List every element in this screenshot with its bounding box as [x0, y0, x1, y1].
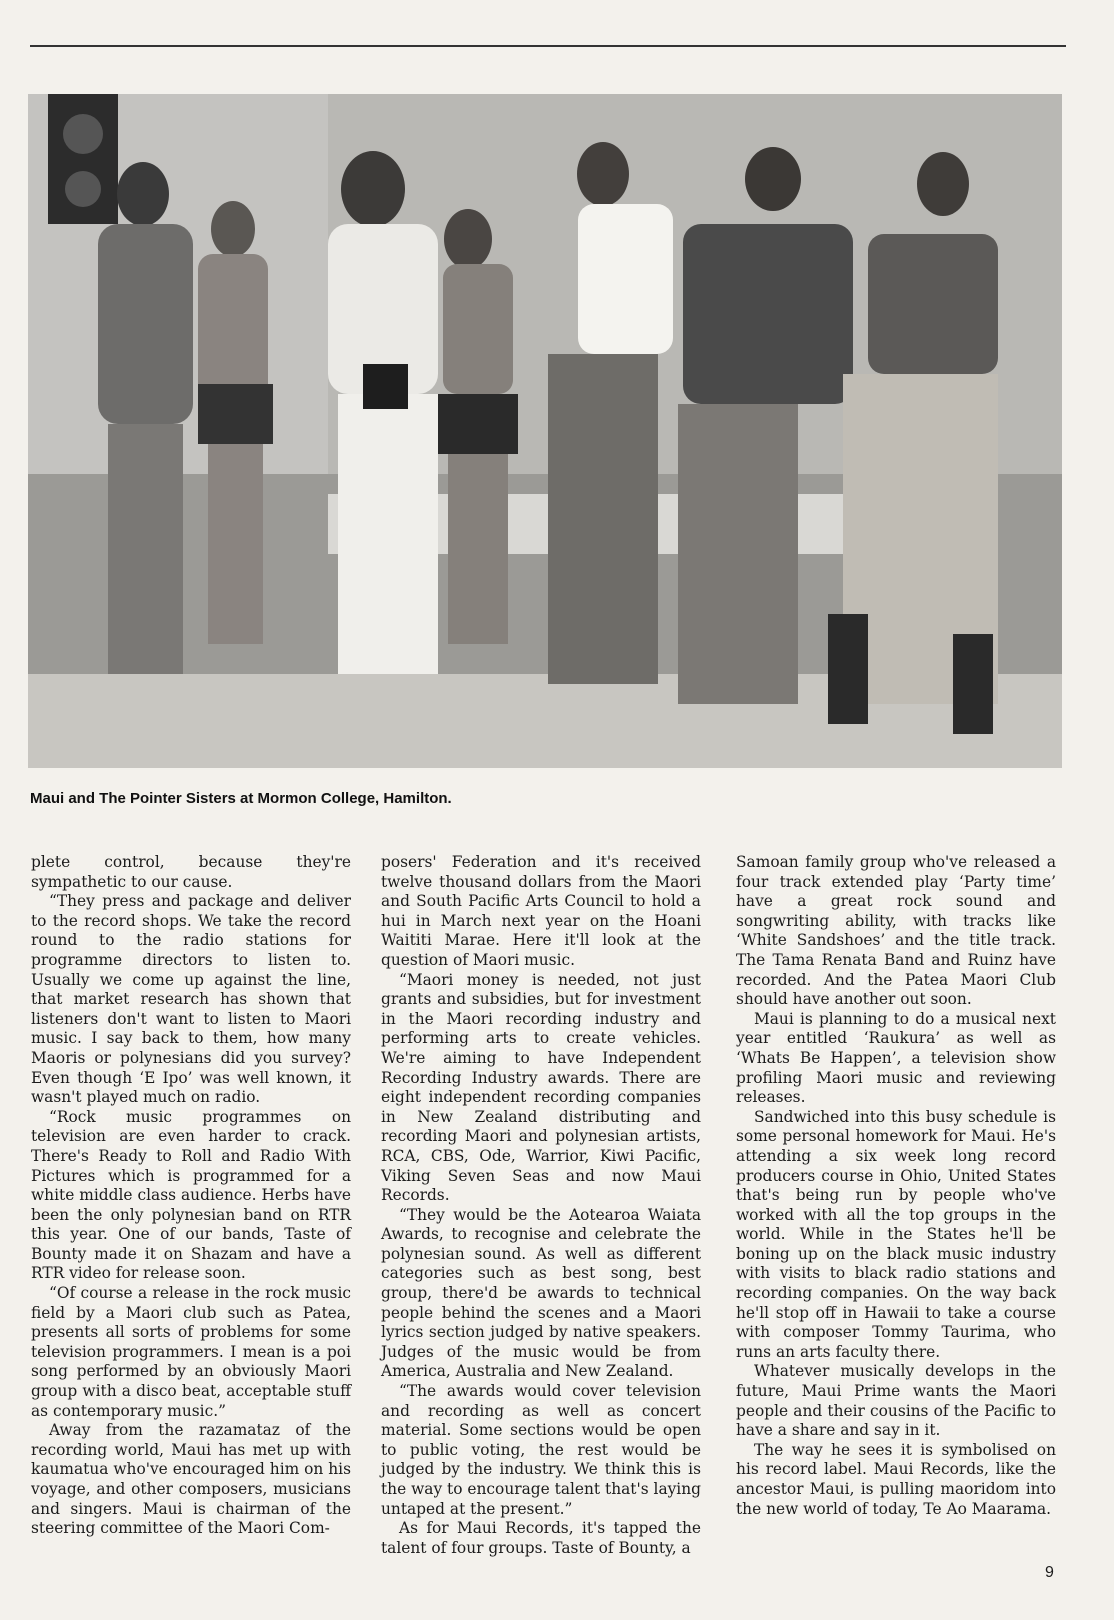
paragraph: Sandwiched into this busy schedule is some personal homework for Maui. He's attending a six week long record producers course in Ohio, United States that's being run by people who've worked with all the top groups in the world. While in the States he'll be boning up on the black music industry with visits to black radio stations and recording companies. On the way back he'll stop off in Hawaii to take a course with composer Tommy Taurima, who runs an arts faculty there.	[736, 1107, 1056, 1361]
paragraph: As for Maui Records, it's tapped the talent of four groups. Taste of Bounty, a	[381, 1519, 701, 1557]
article-column-2	[381, 853, 701, 1558]
photograph	[28, 94, 1062, 768]
paragraph: posers' Federation and it's received twelve thousand dollars from the Maori and South Pacific Arts Council to hold a hui in March next year on the Hoani Waititi Marae. Here it'll look at the question of Maori music.	[381, 853, 701, 969]
photo-caption: Maui and The Pointer Sisters at Mormon College, Hamilton.	[30, 790, 452, 807]
paragraph: Samoan family group who've released a four track extended play ‘Party time’ have a great rock sound and songwriting ability, with tracks like ‘White Sandshoes’ and the title track. The Tama Renata Band and Ruinz have recorded. And the Patea Maori Club should have another out soon.	[736, 853, 1056, 1009]
paragraph: “Maori money is needed, not just grants and subsidies, but for investment in the Maori recording industry and performing arts to create vehicles. We're aiming to have Independent Recording Industry awards. There are eight independent recording companies in New Zealand distributing and recording Maori and polynesian artists, RCA, CBS, Ode, Warrior, Kiwi Pacific, Viking Seven Seas and now Maui Records.	[381, 970, 701, 1205]
paragraph: “The awards would cover television and recording as well as concert material. Some sections would be open to public voting, the rest would be judged by the industry. We think this is the way to encourage talent that's laying untaped at the present.”	[381, 1382, 701, 1518]
paragraph: “They would be the Aotearoa Waiata Awards, to recognise and celebrate the polynesian sound. As well as different categories such as best song, best group, there'd be awards to technical people behind the scenes and a Maori lyrics section judged by native speakers. Judges of the music would be from America, Australia and New Zealand.	[381, 1205, 701, 1381]
top-rule	[30, 45, 1066, 47]
photo-illustration	[28, 94, 1062, 768]
paragraph: “Rock music programmes on television are even harder to crack. There's Ready to Roll and Radio With Pictures which is programmed for a white middle class audience. Herbs have been the only polynesian band on RTR this year. One of our bands, Taste of Bounty made it on Shazam and have a RTR video for release soon.	[31, 1107, 351, 1283]
article-column-1	[31, 853, 351, 1539]
page-number: 9	[1045, 1564, 1054, 1581]
paragraph: Away from the razamataz of the recording world, Maui has met up with kaumatua who've encouraged him on his voyage, and other composers, musicians and singers. Maui is chairman of the steering committee of the Maori Com-	[31, 1421, 351, 1538]
paragraph: Whatever musically develops in the future, Maui Prime wants the Maori people and their cousins of the Pacific to have a share and say in it.	[736, 1362, 1056, 1440]
paragraph: Maui is planning to do a musical next year entitled ‘Raukura’ as well as ‘Whats Be Happen’, a television show profiling Maori music and reviewing releases.	[736, 1009, 1056, 1107]
paragraph: The way he sees it is symbolised on his record label. Maui Records, like the ancestor Maui, is pulling maoridom into the new world of today, Te Ao Maarama.	[736, 1440, 1056, 1518]
paragraph: plete control, because they're sympathetic to our cause.	[31, 853, 351, 891]
article-column-3	[736, 853, 1056, 1519]
paragraph: “Of course a release in the rock music field by a Maori club such as Patea, presents all sorts of problems for some television programmers. I mean is a poi song performed by an obviously Maori group with a disco beat, acceptable stuff as contemporary music.”	[31, 1284, 351, 1420]
paragraph: “They press and package and deliver to the record shops. We take the record round to the radio stations for programme directors to listen to. Usually we come up against the line, that market research has shown that listeners don't want to listen to Maori music. I say back to them, how many Maoris or polynesians did you survey? Even though ‘E Ipo’ was well known, it wasn't played much on radio.	[31, 892, 351, 1107]
